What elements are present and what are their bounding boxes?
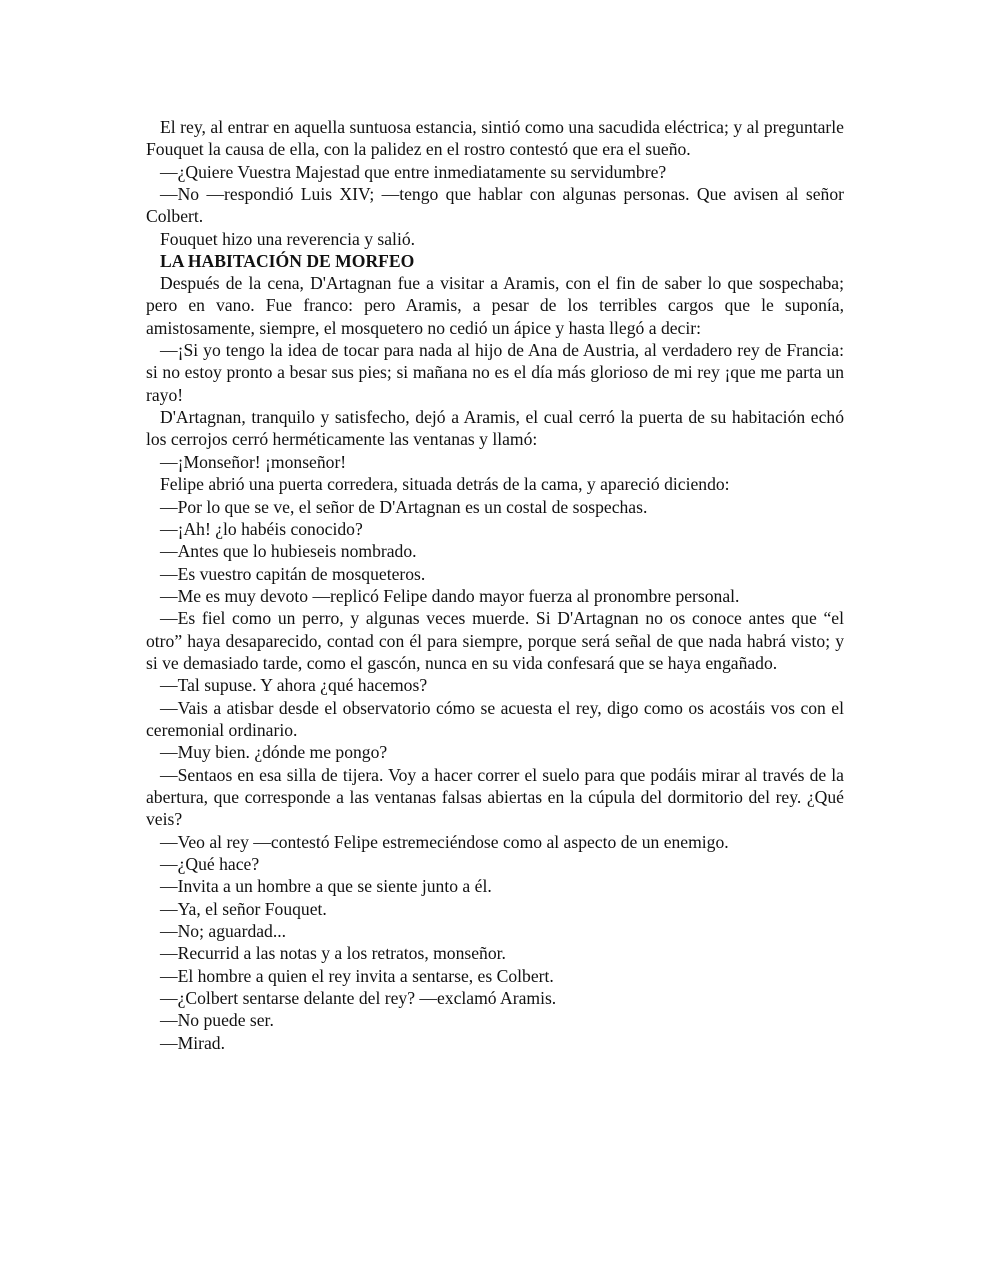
paragraph: —¡Si yo tengo la idea de tocar para nada al hijo de Ana de Austria, al verdadero rey de Francia: si no estoy pronto a besar sus pies; si mañana no es el día más glorioso de mi rey ¡que me parta un rayo! (146, 340, 844, 405)
paragraph: —¡Monseñor! ¡monseñor! (160, 451, 347, 472)
paragraph: D'Artagnan, tranquilo y satisfecho, dejó a Aramis, el cual cerró la puerta de su habitación echó los cerrojos cerró herméticamente las ventanas y llamó: (146, 407, 844, 450)
paragraph: Después de la cena, D'Artagnan fue a visitar a Aramis, con el fin de saber lo que sospechaba; pero en vano. Fue franco: pero Aramis, a pesar de los terribles cargos que le suponía, amistosamente, siempre, el mosquetero no cedió un ápice y hasta llegó a decir: (146, 273, 844, 338)
paragraph: —¿Quiere Vuestra Majestad que entre inmediatamente su servidumbre? (160, 161, 667, 182)
paragraph: —Por lo que se ve, el señor de D'Artagnan es un costal de sospechas. (160, 496, 648, 517)
paragraph: —Recurrid a las notas y a los retratos, monseñor. (160, 943, 506, 964)
paragraph: —Vais a atisbar desde el observatorio cómo se acuesta el rey, digo como os acostáis vos con el ceremonial ordinario. (146, 697, 844, 740)
paragraph: —¡Ah! ¿lo habéis conocido? (160, 518, 363, 539)
paragraph: —Es fiel como un perro, y algunas veces muerde. Si D'Artagnan no os conoce antes que “el otro” haya desaparecido, contad con él para siempre, porque será señal de que nada habrá visto; y si ve demasiado tarde, como el gascón, nunca en su vida confesará que se haya engañado. (146, 608, 844, 673)
paragraph: —Veo al rey —contestó Felipe estremeciéndose como al aspecto de un enemigo. (160, 831, 729, 852)
paragraph: —Ya, el señor Fouquet. (160, 898, 327, 919)
paragraph: —Sentaos en esa silla de tijera. Voy a hacer correr el suelo para que podáis mirar al través de la abertura, que corresponde a las ventanas falsas abiertas en la cúpula del dormitorio del rey. ¿Qué veis? (146, 764, 844, 830)
paragraph: —Tal supuse. Y ahora ¿qué hacemos? (160, 675, 428, 696)
paragraph: —Antes que lo hubieseis nombrado. (160, 541, 417, 562)
paragraph: —No —respondió Luis XIV; —tengo que hablar con algunas personas. Que avisen al señor Colbert. (146, 184, 844, 227)
paragraph: —Muy bien. ¿dónde me pongo? (160, 742, 388, 763)
paragraph: Felipe abrió una puerta corredera, situada detrás de la cama, y apareció diciendo: (160, 474, 730, 495)
paragraph: —El hombre a quien el rey invita a sentarse, es Colbert. (160, 965, 554, 986)
chapter-title: LA HABITACIÓN DE MORFEO (160, 251, 415, 272)
paragraph: Fouquet hizo una reverencia y salió. (160, 228, 416, 249)
paragraph: —Mirad. (160, 1032, 225, 1053)
paragraph: —Invita a un hombre a que se siente junto a él. (160, 876, 492, 897)
document-page (146, 116, 844, 1054)
paragraph: —¿Colbert sentarse delante del rey? —exclamó Aramis. (160, 988, 557, 1009)
paragraph: —Me es muy devoto —replicó Felipe dando mayor fuerza al pronombre personal. (160, 585, 740, 606)
paragraph: —No puede ser. (160, 1010, 274, 1031)
paragraph: —No; aguardad... (160, 921, 287, 942)
paragraph: El rey, al entrar en aquella suntuosa estancia, sintió como una sacudida eléctrica; y al preguntarle Fouquet la causa de ella, con la palidez en el rostro contestó que era el sueño. (146, 117, 844, 160)
paragraph: —Es vuestro capitán de mosqueteros. (160, 563, 426, 584)
paragraph: —¿Qué hace? (160, 854, 260, 874)
